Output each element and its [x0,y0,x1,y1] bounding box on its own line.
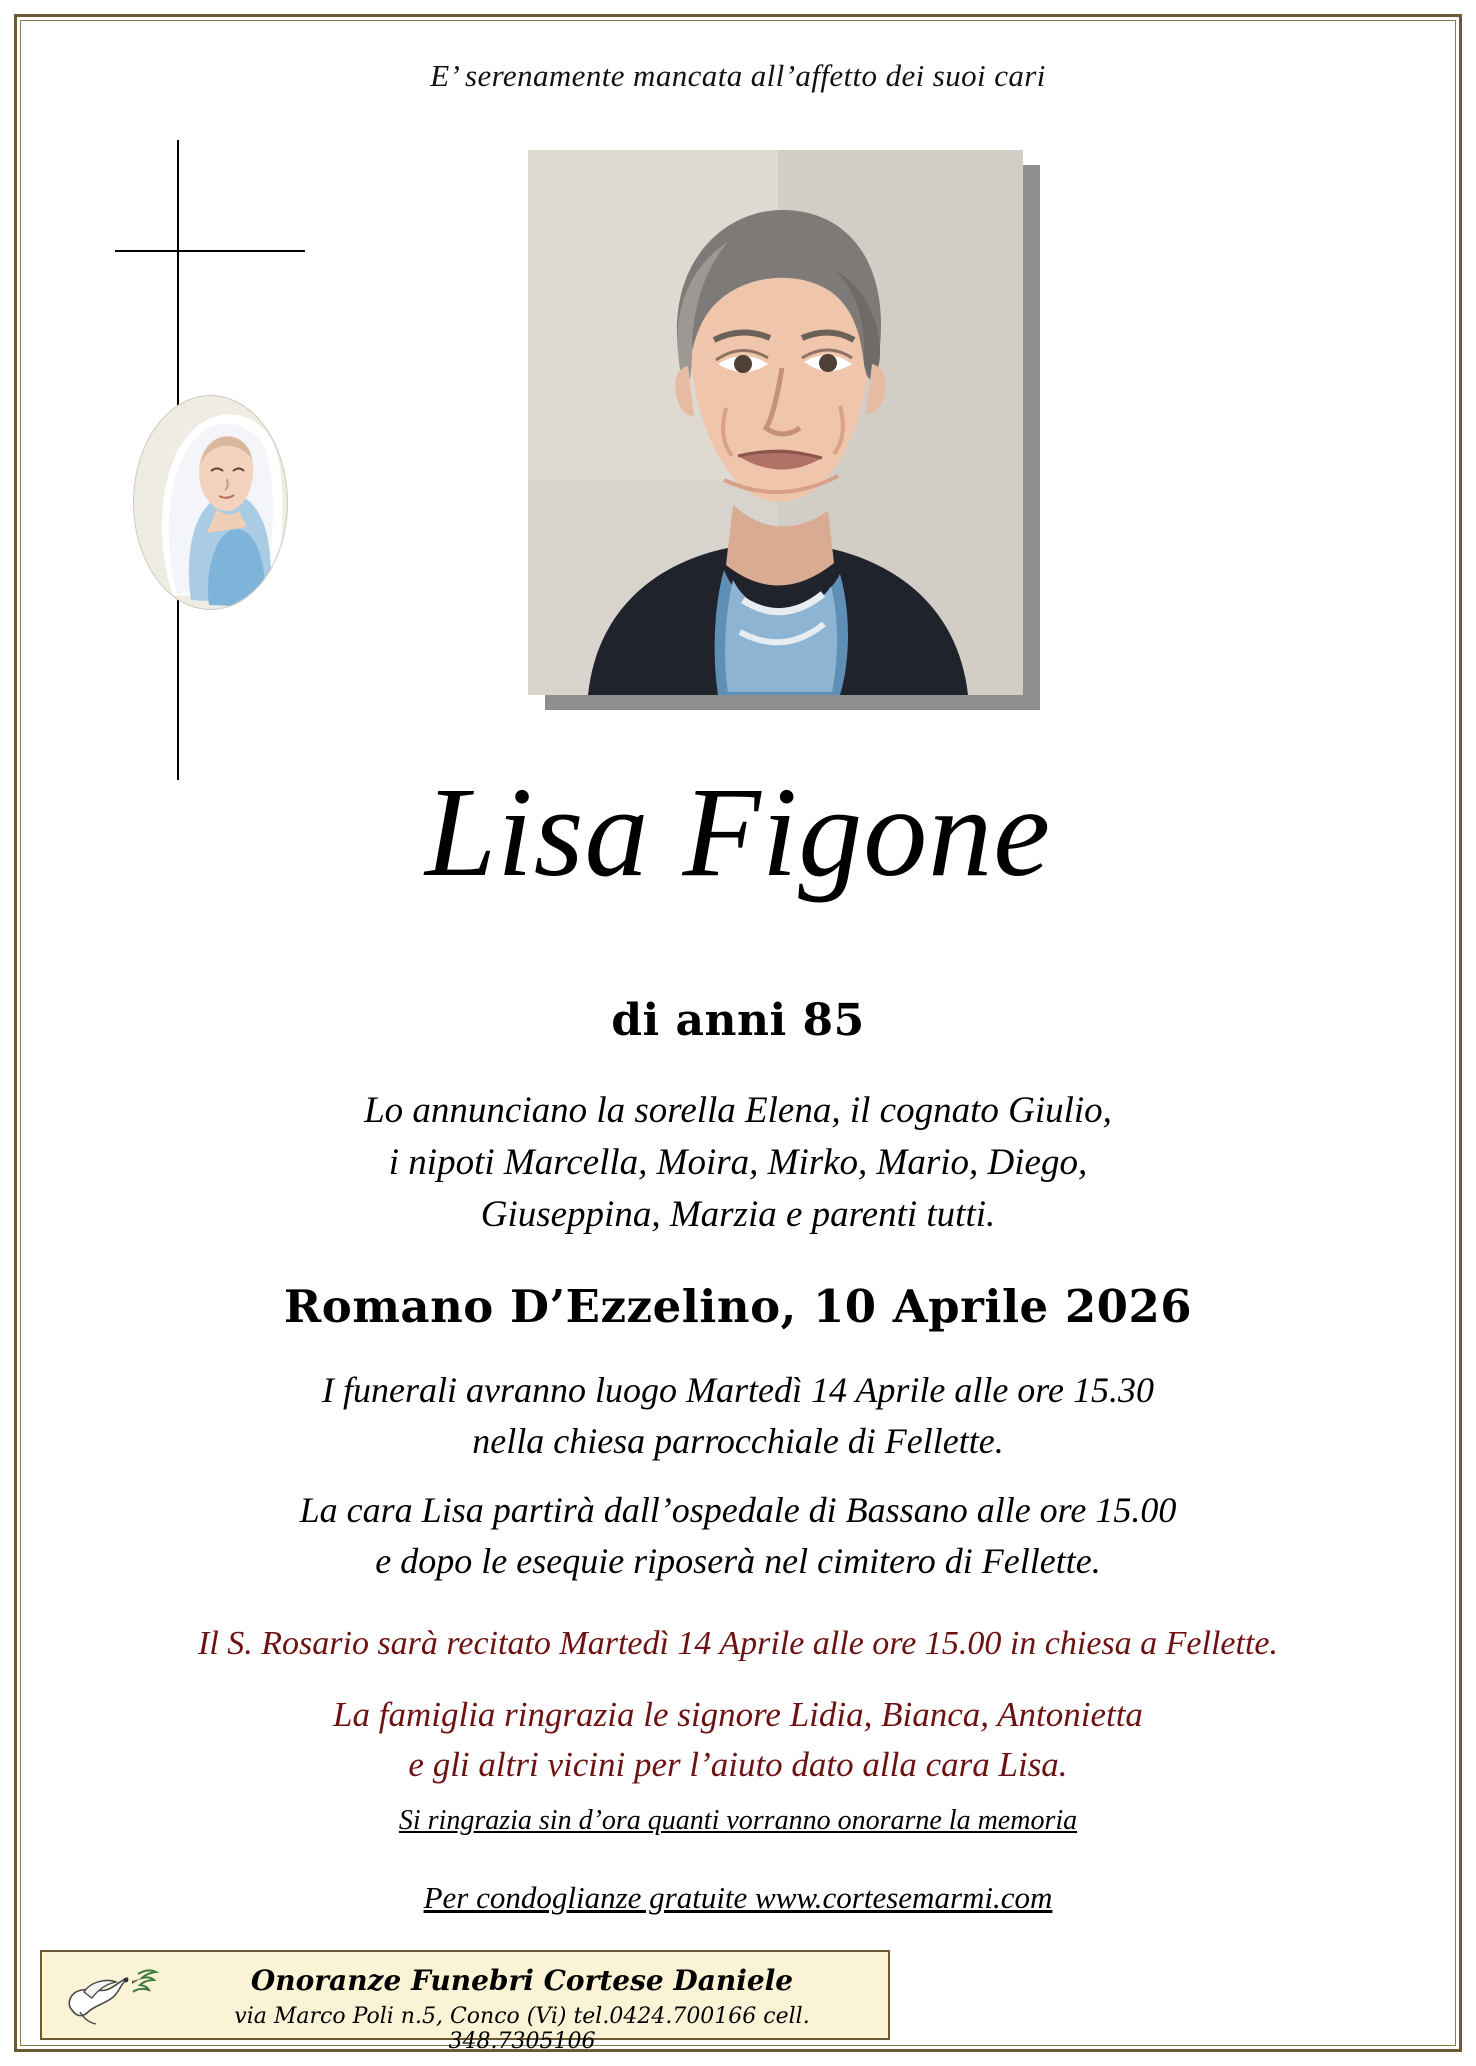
funeral-home-address: via Marco Poli n.5, Conco (Vi) tel.0424.700166 cell. 348.7305106 [234,2004,810,2054]
cross-horizontal-bar [115,250,305,252]
announcement-line: i nipoti Marcella, Moira, Mirko, Mario, Diego, [388,1141,1088,1183]
funeral-line: nella chiesa parrocchiale di Fellette. [472,1421,1004,1462]
announcement-block [0,1085,1476,1240]
funeral-home-name: Onoranze Funebri Cortese Daniele [250,1964,794,1997]
dove-icon [54,1960,164,2032]
thanks-line: La famiglia ringrazia le signore Lidia, Bianca, Antonietta [333,1695,1143,1734]
deceased-portrait-photo [528,150,1023,695]
departure-line: La cara Lisa partirà dall’ospedale di Bassano alle ore 15.00 [299,1490,1177,1530]
family-thanks [0,1690,1476,1789]
announcement-line: Lo annunciano la sorella Elena, il cognato Giulio, [364,1090,1112,1131]
funeral-line: I funerali avranno luogo Martedì 14 Aprile alle ore 15.30 [322,1370,1154,1410]
age-line: di anni 85 [611,995,865,1046]
place-and-date: Romano D’Ezzelino, 10 Aprile 2026 [283,1280,1193,1333]
announcement-line: Giuseppina, Marzia e parenti tutti. [480,1193,996,1235]
departure-line: e dopo le esequie riposerà nel cimitero di Fellette. [375,1541,1101,1582]
deceased-name: Lisa Figone [424,761,1052,903]
thanks-line: e gli altri vicini per l’aiuto dato alla cara Lisa. [408,1744,1068,1784]
funeral-details [0,1365,1476,1467]
funeral-home-footer [40,1950,890,2054]
memory-note: Si ringrazia sin d’ora quanti vorranno onorarne la memoria [398,1805,1078,1836]
departure-details [0,1485,1476,1587]
madonna-portrait-icon [133,395,288,610]
opening-line: E’ serenamente mancata all’affetto dei suoi cari [430,58,1046,93]
rosary-notice: Il S. Rosario sarà recitato Martedì 14 Aprile alle ore 15.00 in chiesa a Fellette. [198,1625,1278,1662]
condolences-link[interactable]: Per condoglianze gratuite www.cortesemarmi.com [423,1880,1053,1915]
